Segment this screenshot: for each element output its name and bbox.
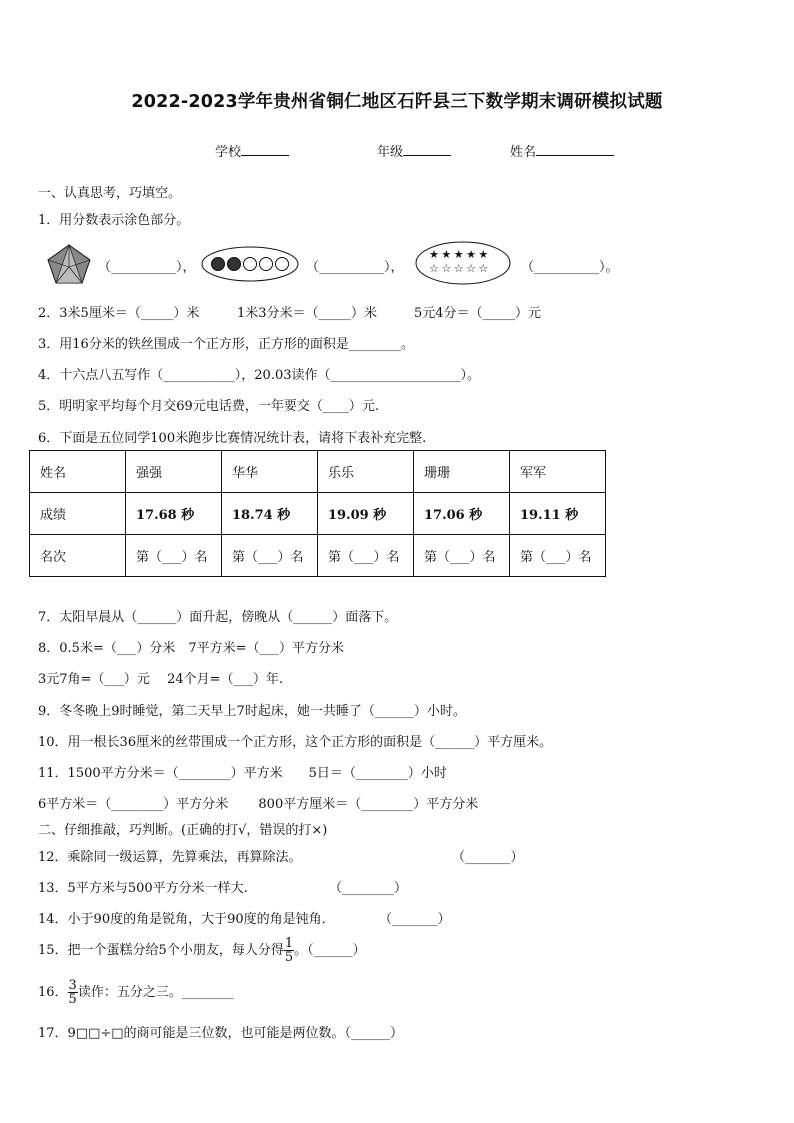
table-row <box>30 451 606 493</box>
question-13: 13．5平方米与500平方分米一样大. <box>38 881 248 896</box>
filled-stars-icon: ★ ★ ★ ★ ★ <box>429 248 488 261</box>
q1-blank-1[interactable]: （__________）， <box>98 260 196 275</box>
table-header-cell: 华华 <box>222 451 318 493</box>
question-10: 10．用一根长36厘米的丝带围成一个正方形，这个正方形的面积是（______）平方厘米。 <box>38 735 553 750</box>
question-3: 3．用16分米的铁丝围成一个正方形，正方形的面积是________。 <box>38 337 414 352</box>
question-7: 7．太阳早晨从（______）面升起，傍晚从（______）面落下。 <box>38 610 398 625</box>
table-header-cell: 军军 <box>510 451 606 493</box>
question-5: 5．明明家平均每个月交69元电话费，一年要交（____）元. <box>38 399 379 414</box>
rank-cell[interactable]: 第（___）名 <box>318 535 414 577</box>
question-8b: 3元7角=（___）元 24个月=（___）年. <box>38 672 284 687</box>
q1-blank-3[interactable]: （__________）。 <box>521 260 619 275</box>
section-1-heading: 一、认真思考，巧填空。 <box>38 186 182 201</box>
school-label: 学校 <box>215 145 242 160</box>
question-4: 4．十六点八五写作（___________），20.03读作（____________________）。 <box>38 368 480 383</box>
question-17: 17．9□□÷□的商可能是三位数，也可能是两位数。（______） <box>38 1026 404 1041</box>
question-11b: 6平方米＝（________）平方分米 800平方厘米＝（________）平方分米 <box>38 797 479 812</box>
question-9: 9．冬冬晚上9时睡觉，第二天早上7时起床，她一共睡了（______）小时。 <box>38 704 466 719</box>
question-8a: 8．0.5米=（___）分米 7平方米=（___）平方分米 <box>38 641 345 656</box>
score-cell: 19.11 秒 <box>510 493 606 535</box>
race-results-table <box>29 450 606 577</box>
table-row <box>30 493 606 535</box>
table-header-cell: 珊珊 <box>414 451 510 493</box>
q16-text: 读作：五分之三。________ <box>77 985 234 1000</box>
table-row-label: 成绩 <box>30 493 126 535</box>
table-row-label: 名次 <box>30 535 126 577</box>
q16-number: 16． <box>38 985 68 1000</box>
q1-blank-2[interactable]: （__________）， <box>306 260 404 275</box>
q12-blank[interactable]: （_______） <box>452 850 524 865</box>
rank-cell[interactable]: 第（___）名 <box>414 535 510 577</box>
score-cell: 17.68 秒 <box>126 493 222 535</box>
shaded-pentagon-figure <box>46 243 92 285</box>
q15-text: 15．把一个蛋糕分给5个小朋友，每人分得 <box>38 943 284 958</box>
question-6: 6．下面是五位同学100米跑步比赛情况统计表，请将下表补充完整. <box>38 431 427 446</box>
score-cell: 18.74 秒 <box>222 493 318 535</box>
table-row <box>30 535 606 577</box>
rank-cell[interactable]: 第（___）名 <box>126 535 222 577</box>
rank-cell[interactable]: 第（___）名 <box>510 535 606 577</box>
q15-blank[interactable]: 。（______） <box>294 943 366 958</box>
section-2-heading: 二、仔细推敲，巧判断。(正确的打√，错误的打×) <box>38 823 328 838</box>
fraction-three-fifths: $\frac{3}{5}$ <box>68 978 77 1007</box>
question-11a: 11．1500平方分米＝（________）平方米 5日＝（________）小时 <box>38 766 447 781</box>
page-title: 2022-2023学年贵州省铜仁地区石阡县三下数学期末调研模拟试题 <box>131 92 663 112</box>
question-2c: 5元4分＝（_____）元 <box>414 306 542 321</box>
grade-field[interactable] <box>377 141 451 160</box>
q13-blank[interactable]: （________） <box>329 881 408 896</box>
rank-cell[interactable]: 第（___）名 <box>222 535 318 577</box>
question-2b: 1米3分米＝（_____）米 <box>237 306 378 321</box>
shaded-circles-figure <box>200 245 300 283</box>
table-header-cell: 强强 <box>126 451 222 493</box>
name-label: 姓名 <box>510 145 537 160</box>
score-cell: 19.09 秒 <box>318 493 414 535</box>
empty-stars-icon: ☆ ☆ ☆ ☆ ☆ <box>429 262 488 275</box>
question-2a: 2．3米5厘米＝（_____）米 <box>38 306 200 321</box>
school-field[interactable] <box>215 141 289 160</box>
question-16 <box>38 976 234 1010</box>
question-1: 1．用分数表示涂色部分。 <box>38 213 190 228</box>
grade-label: 年级 <box>377 145 404 160</box>
question-14: 14．小于90度的角是锐角，大于90度的角是钝角． <box>38 912 335 927</box>
question-15 <box>38 934 366 968</box>
table-header-cell: 乐乐 <box>318 451 414 493</box>
table-header-cell: 姓名 <box>30 451 126 493</box>
name-field[interactable] <box>510 141 614 160</box>
question-12: 12．乘除同一级运算，先算乘法，再算除法。 <box>38 850 302 865</box>
fraction-one-fifth: $\frac{1}{5}$ <box>284 936 294 965</box>
q14-blank[interactable]: （_______） <box>379 912 451 927</box>
score-cell: 17.06 秒 <box>414 493 510 535</box>
